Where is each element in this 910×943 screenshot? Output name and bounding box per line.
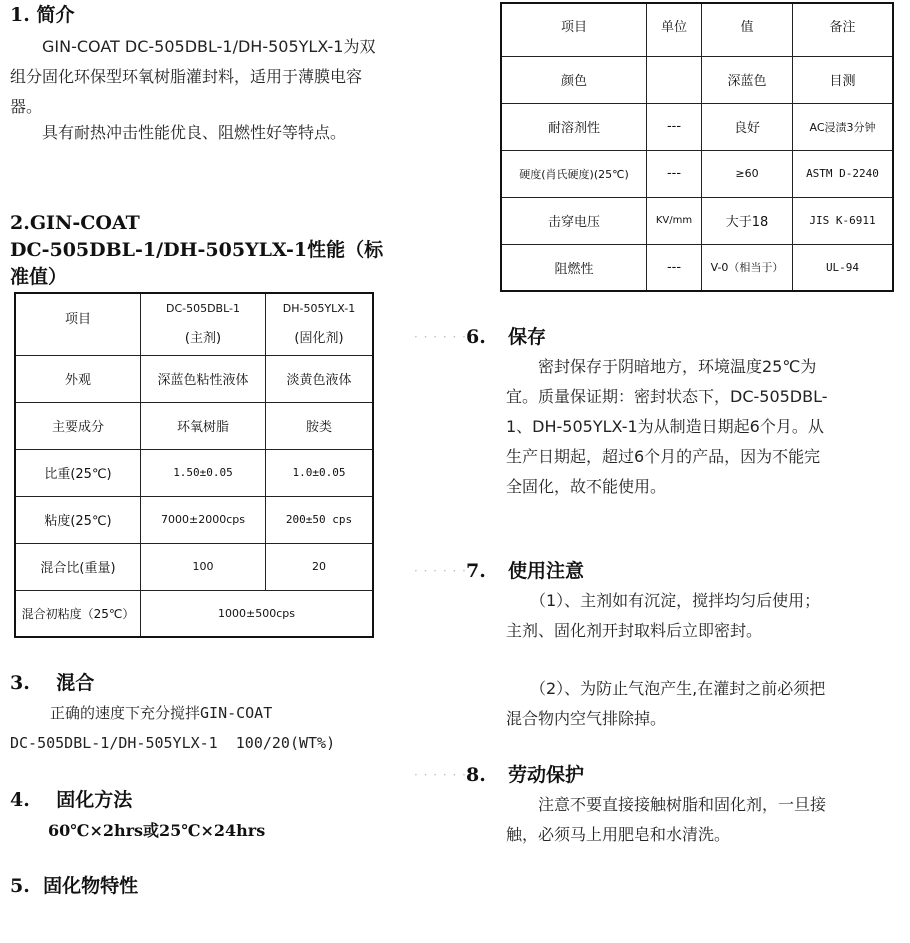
dotted-leader: · · · · · · — [414, 330, 467, 344]
table-cell: UL-94 — [793, 244, 894, 291]
table-cell: 深蓝色 — [702, 56, 793, 103]
section-7-paragraph-2: （2）、为防止气泡产生,在灌封之前必须把混合物内空气排除掉。 — [506, 679, 826, 728]
section-2-title-line-1: 2.GIN-COAT — [10, 212, 140, 234]
table-cell: 粘度(25℃) — [15, 496, 141, 543]
table-row — [501, 103, 893, 150]
section-8-paragraph: 注意不要直接接触树脂和固化剂，一旦接触，必须马上用肥皂和水清洗。 — [506, 795, 827, 844]
section-2-title-line-2: DC-505DBL-1/DH-505YLX-1性能（标 — [10, 239, 384, 261]
table-header-row — [501, 3, 893, 56]
table-row — [15, 543, 373, 590]
cured-properties-table — [500, 2, 894, 292]
section-3-paragraph-2: DC-505DBL-1/DH-505YLX-1 100/20(WT%) — [10, 734, 336, 752]
section-7-number: 7. — [466, 560, 486, 582]
section-1-paragraph-1: GIN-COAT DC-505DBL-1/DH-505YLX-1为双组分固化环保型环氧树脂灌封料，适用于薄膜电容器。 — [10, 37, 376, 116]
table-cell: --- — [647, 150, 702, 197]
section-2-title-line-3: 准值） — [10, 266, 68, 288]
table-cell: 击穿电压 — [501, 197, 647, 244]
table-row — [501, 244, 893, 291]
table-cell: 胺类 — [266, 402, 374, 449]
section-1-title: 1. 简介 — [10, 4, 75, 26]
section-3-title: 3. 混合 — [10, 672, 95, 694]
table-cell: 混合初粘度（25℃） — [15, 590, 141, 637]
table-header-cell: 值 — [702, 3, 793, 56]
table-cell: 1000±500cps — [141, 590, 374, 637]
section-3-paragraph-1: 正确的速度下充分搅拌GIN-COAT — [50, 704, 273, 722]
table-header-cell: 项目 — [15, 293, 141, 355]
section-1-paragraph-2: 具有耐热冲击性能优良、阻燃性好等特点。 — [42, 123, 347, 142]
properties-table — [14, 292, 374, 638]
table-cell — [647, 56, 702, 103]
table-cell: KV/mm — [647, 197, 702, 244]
table-row — [501, 56, 893, 103]
table-cell: ASTM D-2240 — [793, 150, 894, 197]
section-4-title: 4. 固化方法 — [10, 789, 133, 811]
table-cell: 环氧树脂 — [141, 402, 266, 449]
table-header-cell: 单位 — [647, 3, 702, 56]
table-row — [501, 150, 893, 197]
table-cell: 颜色 — [501, 56, 647, 103]
table-header-cell: 项目 — [501, 3, 647, 56]
table-cell: 外观 — [15, 355, 141, 402]
table-cell: --- — [647, 103, 702, 150]
table-cell: 混合比(重量) — [15, 543, 141, 590]
section-6-paragraph: 密封保存于阴暗地方，环境温度25℃为宜。质量保证期：密封状态下，DC-505DBL-1、DH-505YLX-1为从制造日期起6个月。从生产日期起，超过6个月的产品，因为不能完全固化，故不能使用。 — [506, 357, 828, 496]
section-8-number: 8. — [466, 764, 486, 786]
table-cell: 深蓝色粘性液体 — [141, 355, 266, 402]
table-cell: 硬度(肖氏硬度)(25℃) — [501, 150, 647, 197]
table-header-cell — [141, 293, 266, 355]
table-cell: 主要成分 — [15, 402, 141, 449]
table-header-row — [15, 293, 373, 355]
section-7-title: 使用注意 — [508, 560, 585, 582]
table-cell: 大于18 — [702, 197, 793, 244]
table-header-subtext: (主剂) — [184, 331, 222, 347]
table-cell: 200±50 cps — [266, 496, 374, 543]
table-cell: 耐溶剂性 — [501, 103, 647, 150]
table-cell: 1.50±0.05 — [141, 449, 266, 496]
table-cell: 100 — [141, 543, 266, 590]
section-7-paragraph-1: （1）、主剂如有沉淀，搅拌均匀后使用；主剂、固化剂开封取料后立即密封。 — [506, 591, 821, 640]
table-header-subtext: (固化剂) — [294, 331, 344, 347]
table-header-text: DC-505DBL-1 — [165, 302, 241, 316]
table-row — [15, 449, 373, 496]
table-cell: V-0（相当于） — [702, 244, 793, 291]
table-row — [15, 355, 373, 402]
table-row — [15, 402, 373, 449]
table-row — [15, 590, 373, 637]
table-cell: 阻燃性 — [501, 244, 647, 291]
table-cell: 7000±2000cps — [141, 496, 266, 543]
dotted-leader: · · · · · · — [414, 768, 467, 782]
table-header-cell: 备注 — [793, 3, 894, 56]
table-cell: ≥60 — [702, 150, 793, 197]
table-cell: 淡黄色液体 — [266, 355, 374, 402]
table-row — [15, 496, 373, 543]
section-4-paragraph: 60℃×2hrs或25℃×24hrs — [48, 821, 266, 840]
section-6-number: 6. — [466, 326, 486, 348]
section-6-title: 保存 — [508, 326, 547, 348]
table-header-text: DH-505YLX-1 — [282, 302, 356, 316]
dotted-leader: · · · · · · — [414, 564, 467, 578]
table-cell: 良好 — [702, 103, 793, 150]
table-cell: 20 — [266, 543, 374, 590]
table-row — [501, 197, 893, 244]
section-8-title: 劳动保护 — [508, 764, 585, 786]
table-cell: AC浸渍3分钟 — [793, 103, 894, 150]
table-cell: --- — [647, 244, 702, 291]
section-5-title: 5. 固化物特性 — [10, 875, 139, 897]
table-cell: 1.0±0.05 — [266, 449, 374, 496]
table-header-cell — [266, 293, 374, 355]
table-cell: 比重(25℃) — [15, 449, 141, 496]
table-cell: 目测 — [793, 56, 894, 103]
table-cell: JIS K-6911 — [793, 197, 894, 244]
